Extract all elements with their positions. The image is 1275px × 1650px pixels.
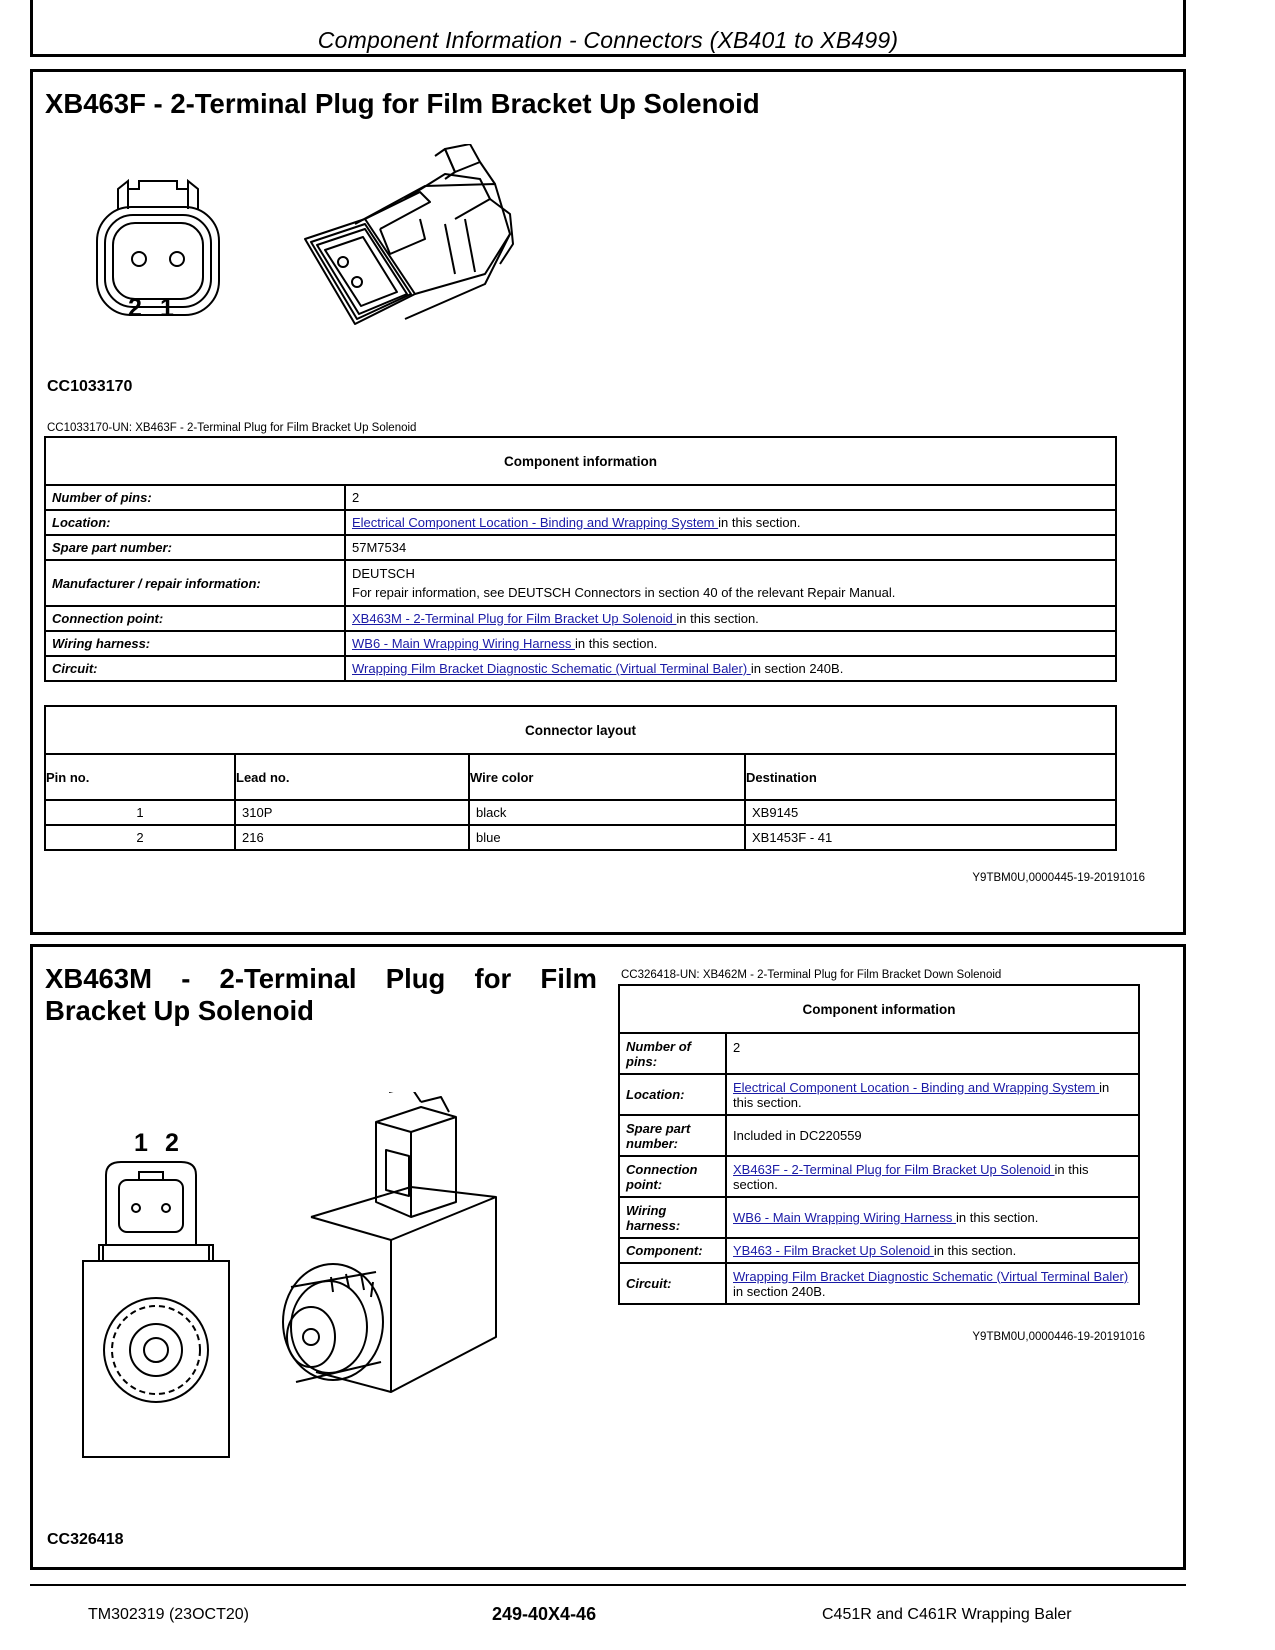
connector-layout-header: Connector layout — [45, 706, 1116, 754]
label-spare-part-number: Spare part number: — [619, 1115, 726, 1156]
value-circuit: Wrapping Film Bracket Diagnostic Schematic (Virtual Terminal Baler) in section 240B. — [345, 656, 1116, 681]
component-info-table — [44, 436, 1117, 682]
label-circuit: Circuit: — [619, 1263, 726, 1304]
label-spare-part-number: Spare part number: — [45, 535, 345, 560]
page-footer — [30, 1584, 1186, 1626]
label-number-of-pins: Number of pins: — [45, 485, 345, 510]
value-connection-point: XB463M - 2-Terminal Plug for Film Bracket Up Solenoid in this section. — [345, 606, 1116, 631]
label-wiring-harness: Wiring harness: — [619, 1197, 726, 1238]
component-info-header: Component information — [45, 437, 1116, 485]
figure-id: CC1033170 — [47, 378, 133, 395]
footer-model: C451R and C461R Wrapping Baler — [822, 1606, 1072, 1623]
table-row: 1 310P black XB9145 — [45, 800, 1116, 825]
section-title: XB463M - 2-Terminal Plug for Film Bracket Up Solenoid — [45, 963, 597, 1026]
value-spare-part-number: 57M7534 — [345, 535, 1116, 560]
label-location: Location: — [619, 1074, 726, 1115]
col-lead-no: Lead no. — [235, 754, 469, 800]
label-wiring-harness: Wiring harness: — [45, 631, 345, 656]
circuit-link[interactable]: Wrapping Film Bracket Diagnostic Schematic (Virtual Terminal Baler) — [352, 661, 751, 676]
solenoid-front-view-illustration — [81, 1160, 231, 1460]
label-manufacturer: Manufacturer / repair information: — [45, 560, 345, 606]
value-wiring-harness: WB6 - Main Wrapping Wiring Harness in this section. — [726, 1197, 1139, 1238]
wiring-harness-link[interactable]: WB6 - Main Wrapping Wiring Harness — [352, 636, 575, 651]
figure-id: CC326418 — [47, 1531, 124, 1548]
value-location: Electrical Component Location - Binding and Wrapping System in this section. — [345, 510, 1116, 535]
label-connection-point: Connection point: — [45, 606, 345, 631]
pin-label-1: 1 — [134, 1129, 148, 1157]
value-manufacturer: DEUTSCH For repair information, see DEUTSCH Connectors in section 40 of the relevant Repair Manual. — [345, 560, 1116, 606]
section-xb463f — [30, 69, 1186, 935]
col-destination: Destination — [745, 754, 1116, 800]
connector-front-view-illustration — [93, 177, 223, 327]
connection-point-link[interactable]: XB463F - 2-Terminal Plug for Film Bracket Up Solenoid — [733, 1161, 1055, 1177]
value-number-of-pins: 2 — [345, 485, 1116, 510]
circuit-link[interactable]: Wrapping Film Bracket Diagnostic Schematic (Virtual Terminal Baler) — [733, 1268, 1129, 1284]
figure-caption: CC326418-UN: XB462M - 2-Terminal Plug for Film Bracket Down Solenoid — [621, 969, 1002, 981]
label-number-of-pins: Number of pins: — [619, 1033, 726, 1074]
value-circuit: Wrapping Film Bracket Diagnostic Schematic (Virtual Terminal Baler) in section 240B. — [726, 1263, 1139, 1304]
component-link[interactable]: YB463 - Film Bracket Up Solenoid — [733, 1243, 934, 1258]
section-title: XB463F - 2-Terminal Plug for Film Bracket Up Solenoid — [45, 88, 760, 119]
page-header — [30, 0, 1186, 57]
footer-manual-id: TM302319 (23OCT20) — [88, 1606, 249, 1623]
value-wiring-harness: WB6 - Main Wrapping Wiring Harness in this section. — [345, 631, 1116, 656]
document-id: Y9TBM0U,0000445-19-20191016 — [972, 872, 1145, 884]
solenoid-3d-view-illustration — [271, 1092, 531, 1412]
label-circuit: Circuit: — [45, 656, 345, 681]
page-header-title: Component Information - Connectors (XB401 to XB499) — [317, 27, 899, 53]
value-spare-part-number: Included in DC220559 — [726, 1115, 1139, 1156]
section-xb463m — [30, 944, 1186, 1570]
col-pin-no: Pin no. — [45, 754, 235, 800]
value-location: Electrical Component Location - Binding and Wrapping System in this section. — [726, 1074, 1139, 1115]
label-connection-point: Connection point: — [619, 1156, 726, 1197]
pin-label-1: 1 — [160, 294, 174, 322]
connection-point-link[interactable]: XB463M - 2-Terminal Plug for Film Bracket Up Solenoid — [352, 611, 677, 626]
document-id: Y9TBM0U,0000446-19-20191016 — [972, 1331, 1145, 1343]
wiring-harness-link[interactable]: WB6 - Main Wrapping Wiring Harness — [733, 1210, 956, 1225]
component-info-table — [618, 984, 1140, 1305]
value-component: YB463 - Film Bracket Up Solenoid in this section. — [726, 1238, 1139, 1263]
location-link[interactable]: Electrical Component Location - Binding and Wrapping System — [733, 1079, 1100, 1095]
connector-3d-view-illustration — [295, 144, 525, 334]
connector-layout-table — [44, 705, 1117, 851]
pin-label-2: 2 — [128, 294, 142, 322]
footer-page-number: 249-40X4-46 — [492, 1604, 597, 1624]
pin-label-2: 2 — [165, 1129, 179, 1157]
label-component: Component: — [619, 1238, 726, 1263]
value-number-of-pins: 2 — [726, 1033, 1139, 1074]
component-info-header: Component information — [619, 985, 1139, 1033]
table-row: 2 216 blue XB1453F - 41 — [45, 825, 1116, 850]
location-link[interactable]: Electrical Component Location - Binding and Wrapping System — [352, 515, 719, 530]
value-connection-point: XB463F - 2-Terminal Plug for Film Bracket Up Solenoid in this section. — [726, 1156, 1139, 1197]
label-location: Location: — [45, 510, 345, 535]
figure-caption: CC1033170-UN: XB463F - 2-Terminal Plug for Film Bracket Up Solenoid — [47, 422, 417, 434]
col-wire-color: Wire color — [469, 754, 745, 800]
